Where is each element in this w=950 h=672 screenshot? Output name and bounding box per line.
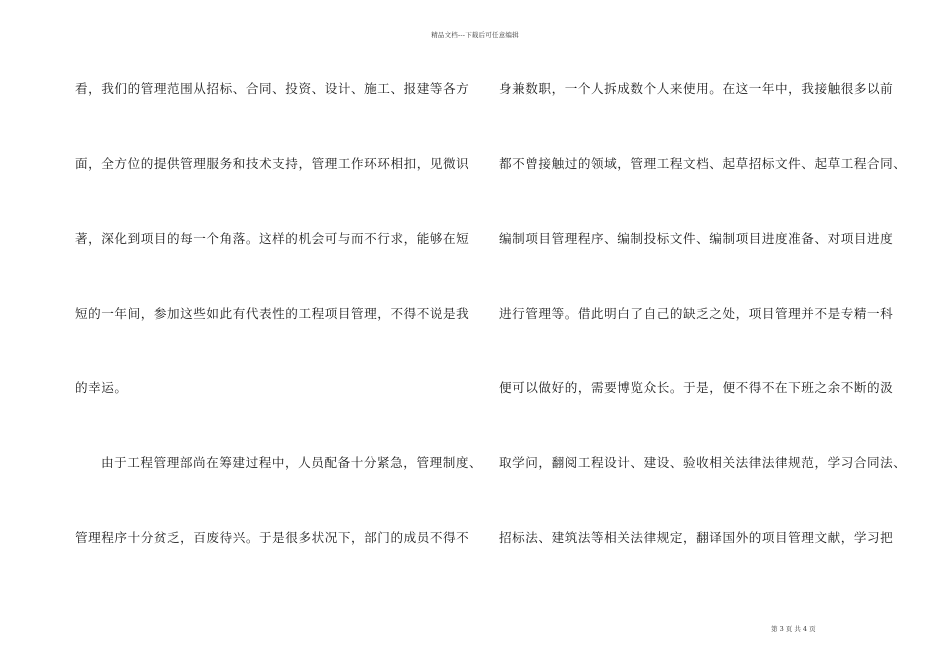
text-line: 取学问，翻阅工程设计、建设、验收相关法律法律规范，学习合同法、 bbox=[499, 455, 907, 470]
page-number: 第 3 页 共 4 页 bbox=[771, 625, 816, 633]
text-line: 身兼数职，一个人拆成数个人来使用。在这一年中，我接触很多以前 bbox=[499, 81, 894, 96]
text-line: 看，我们的管理范围从招标、合同、投资、设计、施工、报建等各方 bbox=[75, 81, 470, 96]
text-line: 著，深化到项目的每一个角落。这样的机会可与而不行求，能够在短 bbox=[75, 231, 470, 246]
text-line: 管理程序十分贫乏，百废待兴。于是很多状况下，部门的成员不得不 bbox=[75, 530, 470, 545]
text-line: 短的一年间，参加这些如此有代表性的工程项目管理，不得不说是我 bbox=[75, 306, 470, 321]
text-line: 面，全方位的提供管理服务和技术支持，管理工作环环相扣，见微识 bbox=[75, 156, 470, 171]
text-line: 的幸运。 bbox=[75, 380, 128, 395]
text-line: 进行管理等。借此明白了自己的缺乏之处，项目管理并不是专精一科 bbox=[499, 306, 894, 321]
text-line: 招标法、建筑法等相关法律规定，翻译国外的项目管理文献，学习把 bbox=[499, 530, 894, 545]
text-line: 都不曾接触过的领域，管理工程文档、起草招标文件、起草工程合同、 bbox=[499, 156, 907, 171]
text-line: 编制项目管理程序、编制投标文件、编制项目进度准备、对项目进度 bbox=[499, 231, 894, 246]
paragraph-first-line: 由于工程管理部尚在筹建过程中，人员配备十分紧急，管理制度、 bbox=[101, 455, 483, 470]
page-header: 精品文档---下载后可任意编辑 bbox=[431, 31, 519, 39]
text-line: 便可以做好的，需要博览众长。于是，便不得不在下班之余不断的汲 bbox=[499, 380, 894, 395]
